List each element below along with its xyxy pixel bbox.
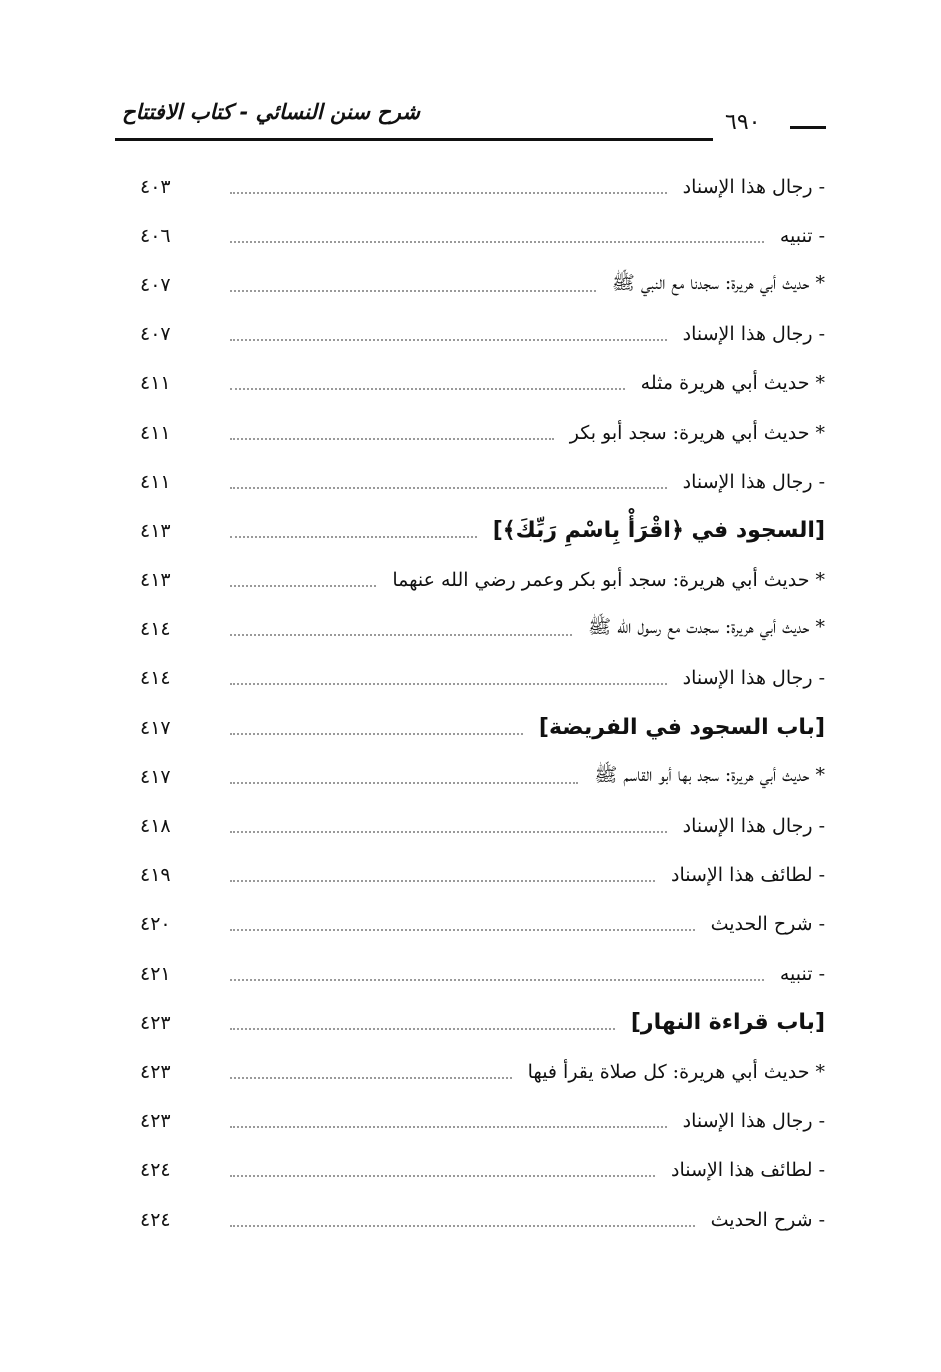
toc-page-number: ٤١١ [140,421,171,444]
dot-leader [230,977,764,981]
toc-page-number: ٤١٣ [140,519,171,542]
toc-entry [140,801,825,850]
dot-leader [230,485,667,489]
toc-page-number: ٤٢٣ [140,1110,171,1133]
toc-section-heading [140,703,825,752]
toc-entry-text: - لطائف هذا الإسناد [671,864,825,887]
dot-leader [230,731,523,735]
toc-entry-text: - رجال هذا الإسناد [682,470,825,493]
toc-entry-text: * حديث أبي هريرة: سجد بها أبو القاسم ﷺ [594,763,825,786]
toc-page-number: ٤٢٣ [140,1011,171,1034]
dot-leader [230,829,667,833]
dot-leader [230,190,667,194]
dot-leader [230,337,667,341]
toc-entry [140,556,825,605]
toc-page-number: ٤١٨ [140,815,171,838]
toc-entry-text: - شرح الحديث [710,1208,825,1231]
toc-entry-text: - رجال هذا الإسناد [682,175,825,198]
toc-entry [140,260,825,309]
toc-page-number: ٤٢٣ [140,1060,171,1083]
toc-page-number: ٤١٤ [140,618,171,641]
dot-leader [230,780,578,784]
table-of-contents [140,162,825,1244]
dot-leader [230,1173,655,1177]
dot-leader [230,386,625,390]
toc-page-number: ٤١١ [140,470,171,493]
toc-entry [140,1047,825,1096]
dot-leader [230,436,554,440]
dot-leader [230,927,695,931]
toc-page-number: ٤٠٧ [140,323,171,346]
toc-entry [140,949,825,998]
toc-entry-text: [باب قراءة النهار] [630,1010,825,1036]
toc-page-number: ٤١٣ [140,569,171,592]
toc-entry-text: * حديث أبي هريرة: سجدت مع رسول الله ﷺ [588,616,825,639]
toc-entry [140,457,825,506]
dot-leader [230,1075,512,1079]
dot-leader [230,534,477,538]
dot-leader [230,632,572,636]
dot-leader [230,239,764,243]
toc-entry [140,1097,825,1146]
toc-entry [140,162,825,211]
toc-entry-text: [السجود في ﴿اقْرَأْ بِاسْمِ رَبِّكَ﴾] [492,518,825,544]
toc-entry-text: * حديث أبي هريرة مثله [640,372,825,395]
toc-entry-text: - رجال هذا الإسناد [682,1110,825,1133]
page-number: ٦٩٠ [725,110,761,135]
toc-section-heading [140,506,825,555]
toc-entry-text: - لطائف هذا الإسناد [671,1159,825,1182]
page-number-dash [790,126,826,129]
dot-leader [230,1026,615,1030]
toc-entry [140,1146,825,1195]
dot-leader [230,878,655,882]
toc-page-number: ٤٠٦ [140,224,171,247]
toc-entry [140,310,825,359]
toc-entry [140,359,825,408]
toc-entry-text: * حديث أبي هريرة: سجدنا مع النبي ﷺ [611,271,825,294]
toc-entry [140,1195,825,1244]
toc-entry-text: * حديث أبي هريرة: سجد أبو بكر وعمر رضي الله عنهما [392,569,825,592]
toc-page-number: ٤١٤ [140,667,171,690]
toc-page-number: ٤٢٤ [140,1208,171,1231]
toc-page-number: ٤٠٣ [140,175,171,198]
toc-page-number: ٤٢٤ [140,1159,171,1182]
toc-page-number: ٤١٧ [140,765,171,788]
running-title: شرح سنن النسائي - كتاب الافتتاح [122,100,420,124]
toc-entry [140,752,825,801]
toc-entry-text: * حديث أبي هريرة: سجد أبو بكر [569,421,825,444]
toc-entry-text: - تنبيه [779,962,825,985]
toc-page-number: ٤٢٠ [140,913,171,936]
toc-page-number: ٤٠٧ [140,273,171,296]
toc-entry [140,605,825,654]
toc-entry [140,654,825,703]
dot-leader [230,1223,695,1227]
header-rule [115,138,713,141]
toc-entry-text: * حديث أبي هريرة: كل صلاة يقرأ فيها [527,1060,825,1083]
dot-leader [230,288,596,292]
toc-entry-text: - رجال هذا الإسناد [682,815,825,838]
toc-page-number: ٤١٧ [140,716,171,739]
toc-section-heading [140,998,825,1047]
toc-entry-text: - شرح الحديث [710,913,825,936]
toc-entry-text: - تنبيه [779,224,825,247]
toc-entry [140,408,825,457]
toc-page-number: ٤١١ [140,372,171,395]
toc-page-number: ٤١٩ [140,864,171,887]
toc-entry [140,851,825,900]
toc-entry-text: - رجال هذا الإسناد [682,667,825,690]
toc-entry [140,211,825,260]
page-header [115,96,825,144]
toc-entry-text: - رجال هذا الإسناد [682,323,825,346]
toc-page-number: ٤٢١ [140,962,171,985]
toc-entry [140,900,825,949]
dot-leader [230,1124,667,1128]
dot-leader [230,583,376,587]
dot-leader [230,681,667,685]
toc-entry-text: [باب السجود في الفريضة] [538,715,825,741]
